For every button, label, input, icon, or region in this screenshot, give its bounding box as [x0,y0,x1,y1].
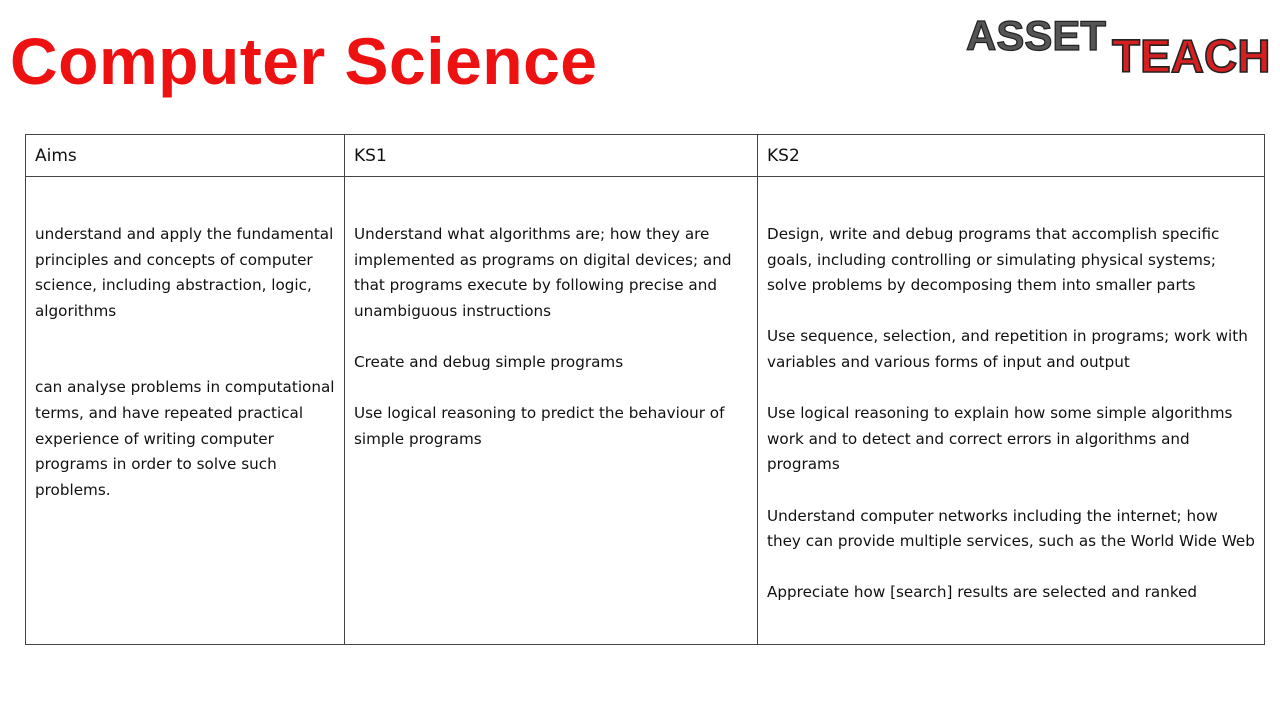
column-header-ks2: KS2 [758,135,1265,177]
aims-item: understand and apply the fundamental principles and concepts of computer science, including abstraction, logic, algorithms [35,225,334,320]
column-header-ks1: KS1 [345,135,758,177]
ks2-item: Appreciate how [search] results are selected and ranked [767,583,1198,602]
ks1-item: Use logical reasoning to predict the behaviour of simple programs [354,404,725,448]
logo-teach-text: TEACH [1112,30,1271,78]
ks1-cell [345,177,758,645]
page-title: Computer Science [10,24,598,98]
asset-teach-logo [962,6,1272,78]
ks1-item: Understand what algorithms are; how they are implemented as programs on digital devices; and that programs execute by following precise and unambiguous instructions [354,225,732,320]
ks2-item: Use sequence, selection, and repetition in programs; work with variables and various forms of input and output [767,327,1248,371]
ks2-item: Use logical reasoning to explain how some simple algorithms work and to detect and correct errors in algorithms and programs [767,404,1233,474]
ks2-item: Understand computer networks including the internet; how they can provide multiple services, such as the World Wide Web [767,506,1255,551]
table-row [26,177,1265,645]
column-header-aims: Aims [26,135,345,177]
aims-cell [26,177,345,645]
aims-item: can analyse problems in computational terms, and have repeated practical experience of writing computer programs in order to solve such problems. [35,378,335,499]
ks2-item: Design, write and debug programs that accomplish specific goals, including controlling or simulating physical systems; solve problems by decomposing them into smaller parts [767,225,1220,295]
table-header-row [26,135,1265,177]
curriculum-table [25,134,1265,645]
ks2-cell [758,177,1265,645]
logo-asset-text: ASSET [966,12,1107,59]
ks1-item: Create and debug simple programs [354,352,624,371]
